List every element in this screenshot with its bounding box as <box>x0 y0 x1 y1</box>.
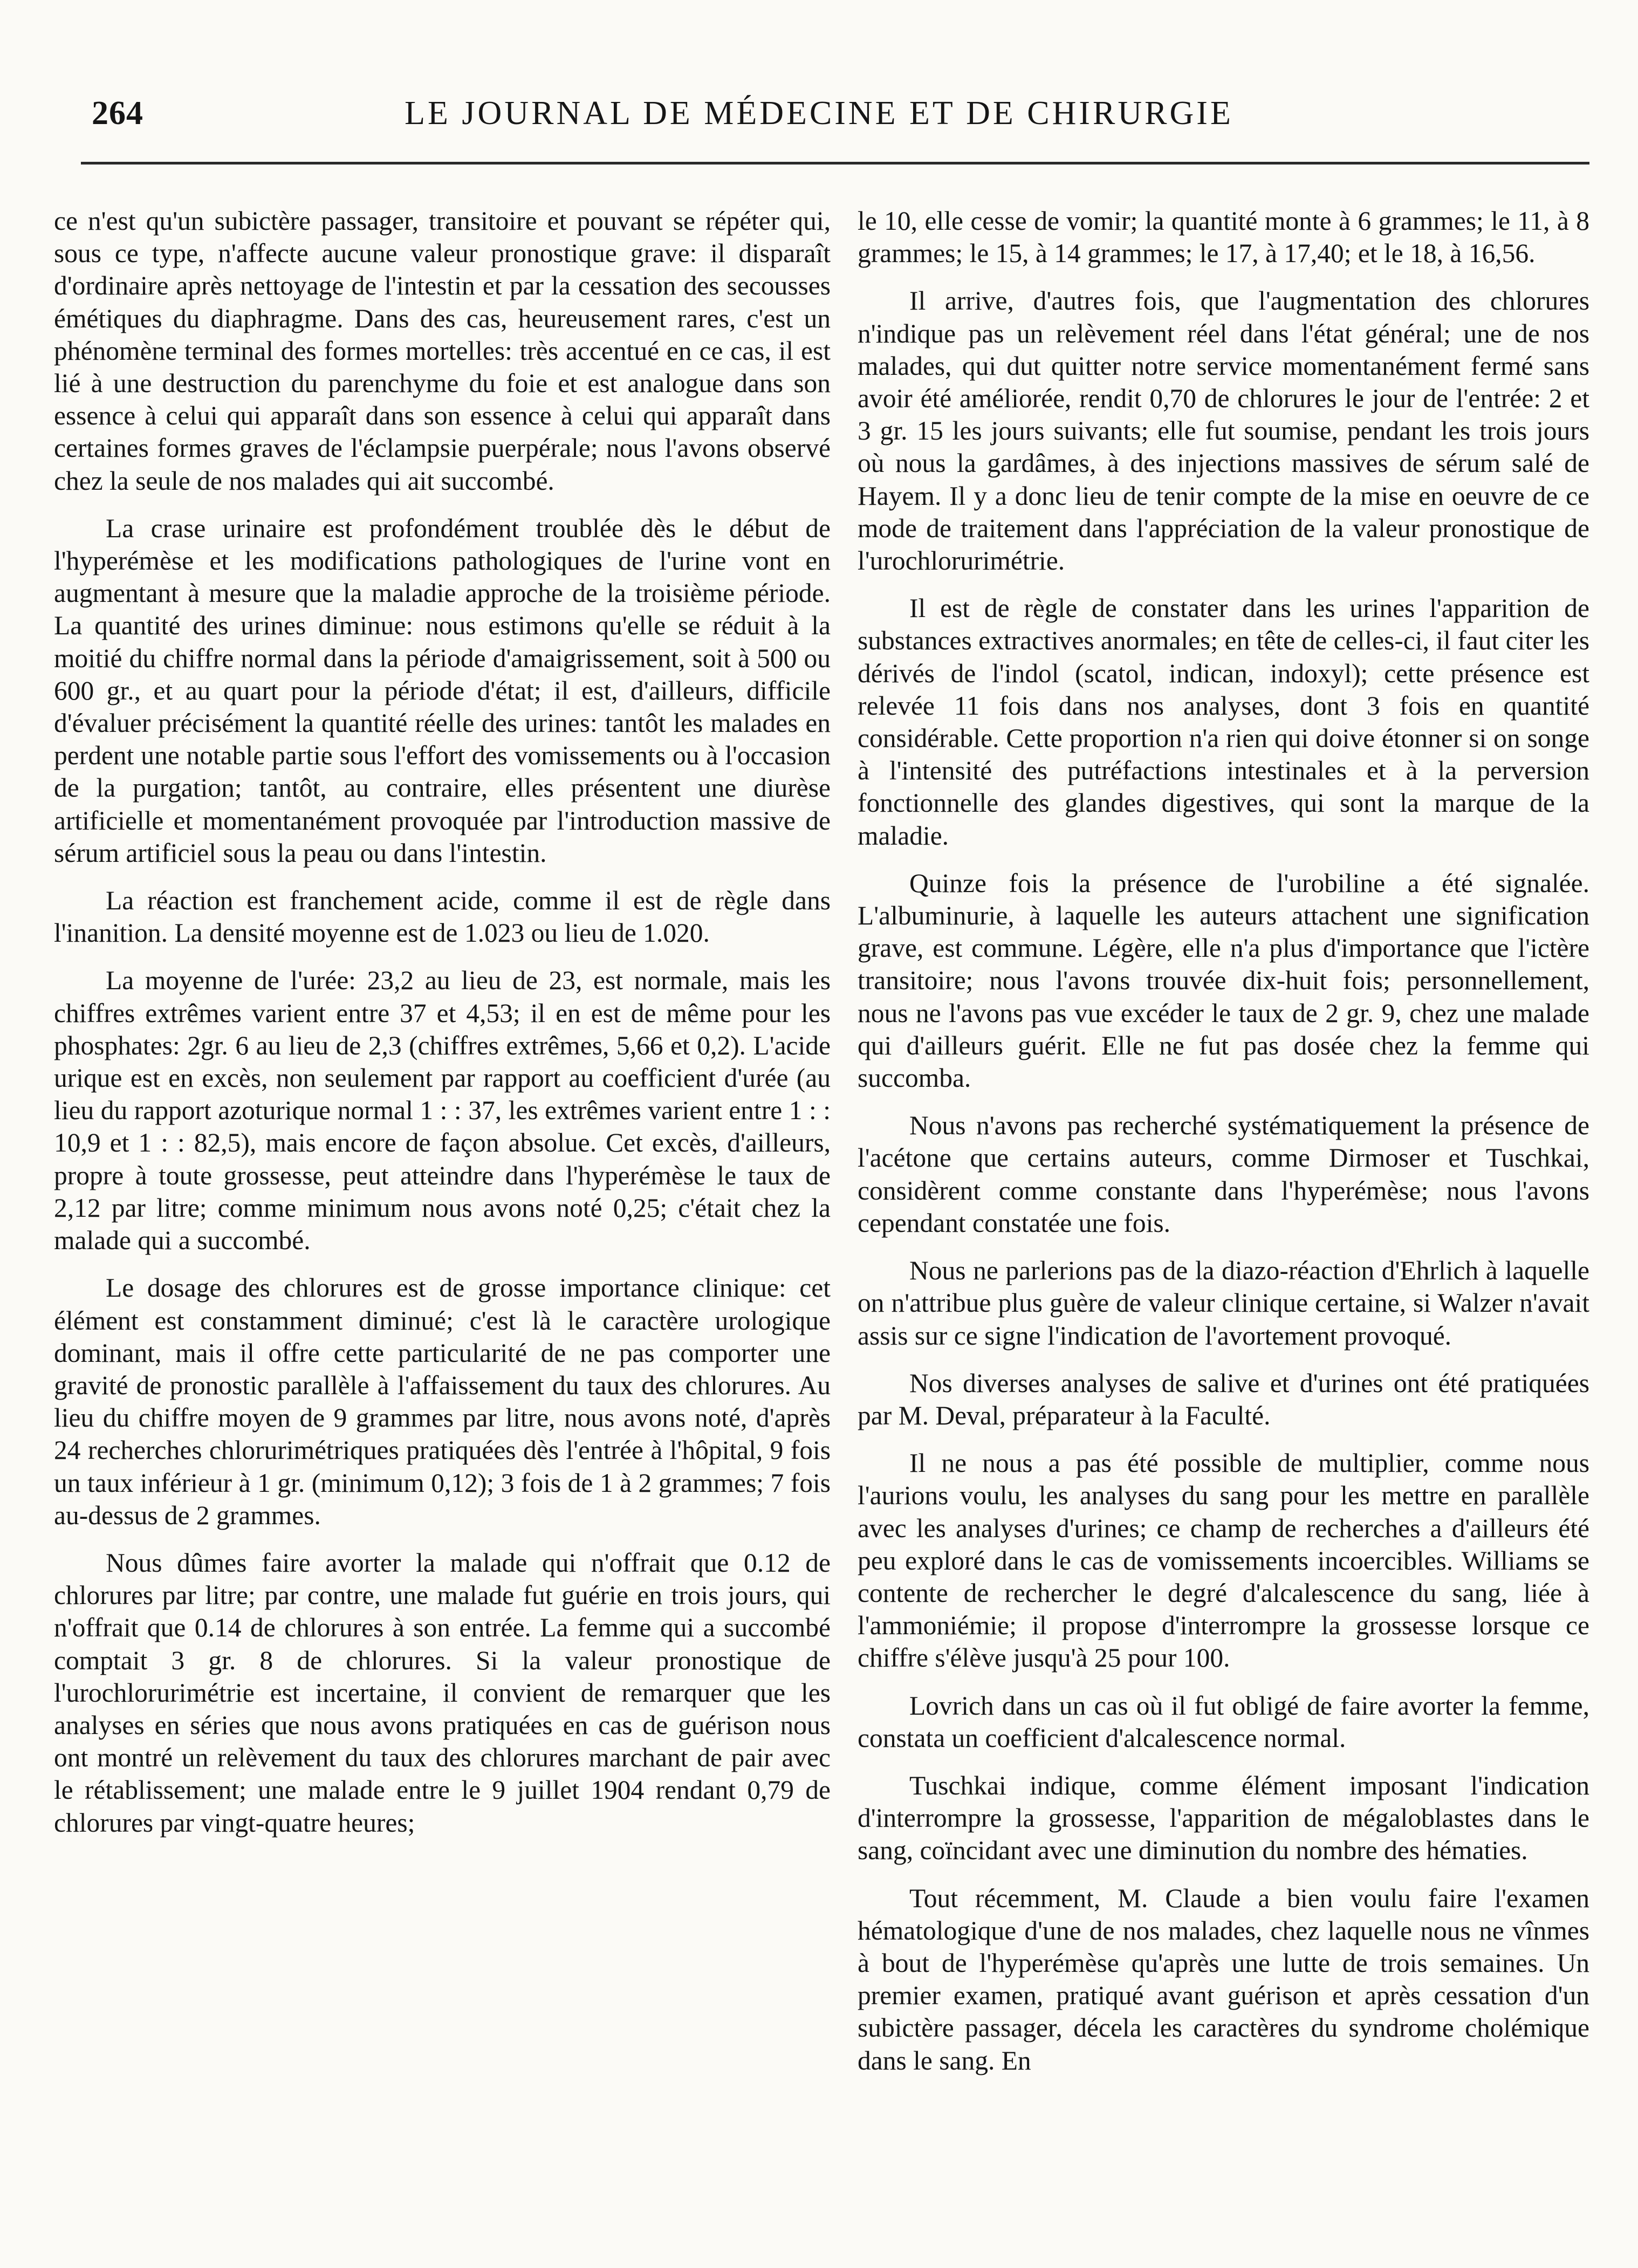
paragraph: La moyenne de l'urée: 23,2 au lieu de 23, est normale, mais les chiffres extrêmes varient entre 37 et 4,53; il en est de même pour les phosphates: 2gr. 6 au lieu de 2,3 (chiffres extrêmes, 5,66 et 0,2). L'acide urique est en excès, non seulement par rapport au coefficient d'urée (au lieu du rapport azoturique normal 1 : : 37, les extrêmes varient entre 1 : : 10,9 et 1 : : 82,5), mais encore de façon absolue. Cet excès, d'ailleurs, propre à toute grossesse, peut atteindre dans l'hyperémèse le taux de 2,12 par litre; comme minimum nous avons noté 0,25; c'était chez la malade qui a succombé. <box>54 965 831 1256</box>
journal-title: LE JOURNAL DE MÉDECINE ET DE CHIRURGIE <box>405 95 1233 132</box>
paragraph: Tuschkai indique, comme élément imposant l'indication d'interrompre la grossesse, l'apparition de mégaloblastes dans le sang, coïncidant avec une diminution du nombre des hématies. <box>858 1770 1589 1866</box>
paragraph: Le dosage des chlorures est de grosse importance clinique: cet élément est constamment diminué; c'est là le caractère urologique dominant, mais il offre cette particularité de ne pas comporter une gravité de pronostic parallèle à l'affaissement du taux des chlorures. Au lieu du chiffre moyen de 9 grammes par litre, nous avons noté, d'après 24 recherches chlorurimétriques pratiquées dès l'entrée à l'hôpital, 9 fois un taux inférieur à 1 gr. (minimum 0,12); 3 fois de 1 à 2 grammes; 7 fois au-dessus de 2 grammes. <box>54 1273 831 1530</box>
paragraph: La réaction est franchement acide, comme il est de règle dans l'inanition. La densité moyenne est de 1.023 ou lieu de 1.020. <box>54 886 831 948</box>
paragraph: La crase urinaire est profondément troublée dès le début de l'hyperémèse et les modifications pathologiques de l'urine vont en augmentant à mesure que la maladie approche de la troisième période. La quantité des urines diminue: nous estimons qu'elle se réduit à la moitié du chiffre normal dans la période d'amaigrissement, soit à 500 ou 600 gr., et au quart pour la période d'état; il est, d'ailleurs, difficile d'évaluer précisément la quantité réelle des urines: tantôt les malades en perdent une notable partie sous l'effort des vomissements ou à l'occasion de la purgation; tantôt, au contraire, elles présentent une diurèse artificielle et momentanément provoquée par l'introduction massive de sérum artificiel sous la peau ou dans l'intestin. <box>54 513 831 868</box>
paragraph: Quinze fois la présence de l'urobiline a été signalée. L'albuminurie, à laquelle les auteurs attachent une signification grave, est commune. Légère, elle n'a plus d'importance que l'ictère transitoire; nous l'avons trouvée dix-huit fois; personnellement, nous ne l'avons pas vue excéder le taux de 2 gr. 9, chez une malade qui d'ailleurs guérit. Elle ne fut pas dosée chez la femme qui succomba. <box>858 868 1589 1093</box>
paragraph: Nous ne parlerions pas de la diazo-réaction d'Ehrlich à laquelle on n'attribue plus guère de valeur clinique certaine, si Walzer n'avait assis sur ce signe l'indication de l'avortement provoqué. <box>858 1256 1589 1351</box>
header-rule <box>81 162 1589 165</box>
paragraph: Nos diverses analyses de salive et d'urines ont été pratiquées par M. Deval, préparateur à la Faculté. <box>858 1368 1589 1430</box>
text-columns <box>54 205 1589 2179</box>
paragraph: Nous n'avons pas recherché systématiquement la présence de l'acétone que certains auteurs, comme Dirmoser et Tuschkai, considèrent comme constante dans l'hyperémèse; nous l'avons cependant constatée une fois. <box>858 1111 1589 1238</box>
paragraph: ce n'est qu'un subictère passager, transitoire et pouvant se répéter qui, sous ce type, n'affecte aucune valeur pronostique grave: il disparaît d'ordinaire après nettoyage de l'intestin et par la cessation des secousses émétiques du diaphragme. Dans des cas, heureusement rares, c'est un phénomène terminal des formes mortelles: très accentué en ce cas, il est lié à une destruction du parenchyme du foie et est analogue dans son essence à celui qui apparaît dans son essence à celui qui apparaît dans certaines formes graves de l'éclampsie puerpérale; nous l'avons observé chez la seule de nos malades qui ait succombé. <box>54 206 831 496</box>
paragraph: Il ne nous a pas été possible de multiplier, comme nous l'aurions voulu, les analyses du sang pour les mettre en parallèle avec les analyses d'urines; ce champ de recherches a d'ailleurs été peu exploré dans le cas de vomissements incoercibles. Williams se contente de rechercher le degré d'alcalescence du sang, liée à l'ammoniémie; il propose d'interrompre la grossesse lorsque ce chiffre s'élève jusqu'à 25 pour 100. <box>858 1448 1589 1673</box>
paragraph: Tout récemment, M. Claude a bien voulu faire l'examen hématologique d'une de nos malades, chez laquelle nous ne vînmes à bout de l'hyperémèse qu'après une lutte de trois semaines. Un premier examen, pratiqué avant guérison et après cessation d'un subictère passager, décela les caractères du syndrome cholémique dans le sang. En <box>858 1883 1589 2075</box>
paragraph: le 10, elle cesse de vomir; la quantité monte à 6 grammes; le 11, à 8 grammes; le 15, à 14 grammes; le 17, à 17,40; et le 18, à 16,56. <box>858 206 1589 269</box>
paragraph: Il est de règle de constater dans les urines l'apparition de substances extractives anormales; en tête de celles-ci, il faut citer les dérivés de l'indol (scatol, indican, indoxyl); cette présence est relevée 11 fois dans nos analyses, dont 3 fois en quantité considérable. Cette proportion n'a rien qui doive étonner si on songe à l'intensité des putréfactions intestinales et à la perversion fonctionnelle des glandes digestives, qui sont la marque de la maladie. <box>858 593 1589 851</box>
page-number: 264 <box>92 95 143 132</box>
page-header <box>76 84 1562 148</box>
right-column <box>858 205 1589 2179</box>
paragraph: Nous dûmes faire avorter la malade qui n'offrait que 0.12 de chlorures par litre; par contre, une malade fut guérie en trois jours, qui n'offrait que 0.14 de chlorures à son entrée. La femme qui a succombé comptait 3 gr. 8 de chlorures. Si la valeur pronostique de l'urochlorurimétrie est incertaine, il convient de remarquer que les analyses en séries que nous avons pratiquées en cas de guérison nous ont montré un relèvement du taux des chlorures marchant de pair avec le rétablissement; une malade entre le 9 juillet 1904 rendant 0,79 de chlorures par vingt-quatre heures; <box>54 1547 831 1838</box>
paragraph: Il arrive, d'autres fois, que l'augmentation des chlorures n'indique pas un relèvement réel dans l'état général; une de nos malades, qui dut quitter notre service momentanément fermé sans avoir été améliorée, rendit 0,70 de chlorures le jour de l'entrée: 2 et 3 gr. 15 les jours suivants; elle fut soumise, pendant les trois jours où nous la gardâmes, à des injections massives de sérum salé de Hayem. Il y a donc lieu de tenir compte de la mise en oeuvre de ce mode de traitement dans l'appréciation de la valeur pronostique de l'urochlorurimétrie. <box>858 286 1589 576</box>
left-column <box>54 205 831 2179</box>
paragraph: Lovrich dans un cas où il fut obligé de faire avorter la femme, constata un coefficient d'alcalescence normal. <box>858 1690 1589 1753</box>
